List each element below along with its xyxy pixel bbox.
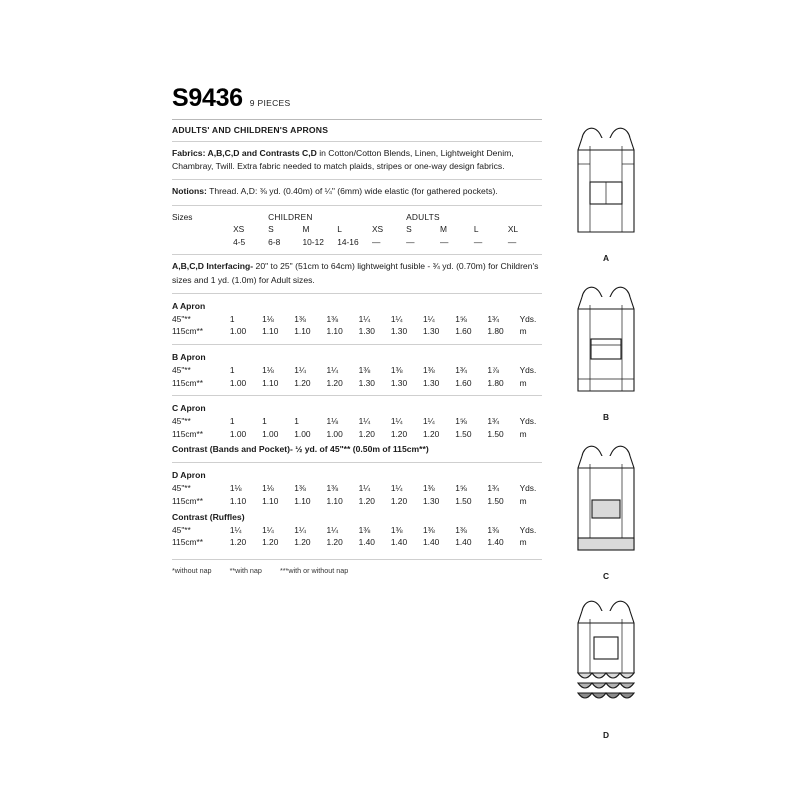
adult-measure-xs: — <box>371 236 381 247</box>
sizes-label: Sizes <box>172 211 193 222</box>
cell: 1.40 <box>390 537 408 548</box>
cell: 1⅜ <box>294 313 306 324</box>
interfacing-label: A,B,C,D Interfacing- <box>172 261 254 272</box>
unit-cell: m <box>519 326 527 337</box>
cell: 1.00 <box>229 377 247 388</box>
apron-view-d <box>554 597 658 740</box>
divider-2 <box>172 141 542 142</box>
cell: 1.30 <box>358 326 375 337</box>
cell: 1¼ <box>423 416 435 427</box>
cell: 1.20 <box>294 377 311 388</box>
cell: 1.10 <box>262 377 279 388</box>
sizes-group-row <box>172 211 542 224</box>
cell: 1.10 <box>262 326 279 337</box>
footnote-2: **with nap <box>229 565 262 575</box>
adult-size-xl: XL <box>507 224 519 235</box>
row-label: 45"** <box>172 416 191 427</box>
section-title-b: B Apron <box>172 351 206 362</box>
notions-text: Thread. A,D: ⅜ yd. (0.40m) of ¼" (6mm) wide elastic (for gathered pockets). <box>206 186 498 197</box>
cell: 1.20 <box>390 428 408 439</box>
unit-cell: m <box>519 537 527 548</box>
cell: 1.00 <box>229 428 247 439</box>
apron-view-b <box>554 279 658 422</box>
cell: 1.40 <box>423 537 440 548</box>
cell: 1⅜ <box>455 524 467 535</box>
child-measure-xs: 4-5 <box>233 236 246 247</box>
unit-cell: Yds. <box>519 364 537 375</box>
table-row <box>172 313 542 326</box>
sizes-row-label <box>172 223 233 236</box>
table-row <box>172 325 542 338</box>
contrast-note-c: Contrast (Bands and Pocket)- ½ yd. of 45"** (0.50m of 115cm**) <box>172 444 429 455</box>
cell: 1.00 <box>229 326 247 337</box>
unit-cell: m <box>519 377 527 388</box>
table-row <box>172 415 542 428</box>
pattern-number: S9436 <box>172 84 243 112</box>
interfacing-text: 20" to 25" (51cm to 64cm) lightweight fusible - ¾ yd. (0.70m) for Children's sizes and 1 yd. (1.0m) for Adult sizes. <box>172 261 539 285</box>
adult-size-xs: XS <box>371 224 384 235</box>
cell: 1.20 <box>262 537 279 548</box>
cell: 1⅛ <box>262 483 274 494</box>
footnote-1: *without nap <box>172 565 212 575</box>
cell: 1.30 <box>423 377 440 388</box>
cell: 1.30 <box>390 377 408 388</box>
cell: 1⅜ <box>294 483 306 494</box>
child-size-l: L <box>337 224 342 235</box>
cell: 1⅜ <box>326 313 339 324</box>
cell: 1.20 <box>294 537 311 548</box>
cell: 1.40 <box>487 537 504 548</box>
apron-view-a <box>554 120 658 263</box>
adult-size-l: L <box>473 224 479 235</box>
interfacing-paragraph <box>172 260 542 286</box>
child-size-xs: XS <box>233 224 245 235</box>
yardage-table-d <box>172 482 542 507</box>
section-title-c: C Apron <box>172 403 206 414</box>
cell: 1¼ <box>294 364 306 375</box>
pattern-info-column <box>172 84 542 575</box>
group-adults-label: ADULTS <box>406 211 440 222</box>
child-measure-s: 6-8 <box>268 236 281 247</box>
cell: 1¼ <box>390 313 403 324</box>
row-label: 115cm** <box>172 495 204 506</box>
cell: 1¼ <box>326 524 339 535</box>
notions-paragraph <box>172 185 542 198</box>
cell: 1⅛ <box>262 364 274 375</box>
row-label: 45"** <box>172 364 191 375</box>
cell: 1.20 <box>326 537 343 548</box>
adult-size-s: S <box>406 224 412 235</box>
cell: 1.10 <box>294 326 311 337</box>
cell: 1⅛ <box>229 483 242 494</box>
footnote-3: ***with or without nap <box>279 565 349 575</box>
unit-cell: m <box>519 428 527 439</box>
child-size-s: S <box>268 224 274 235</box>
divider-6 <box>172 293 542 294</box>
cell: 1.50 <box>487 495 504 506</box>
view-label-d: D <box>602 730 610 740</box>
cell: 1⅛ <box>262 313 274 324</box>
cell: 1.30 <box>358 377 375 388</box>
yardage-table-c <box>172 415 542 440</box>
cell: 1.10 <box>262 495 279 506</box>
table-row <box>172 524 542 537</box>
cell: 1⅝ <box>455 483 467 494</box>
yardage-table-d-contrast <box>172 524 542 549</box>
cell: 1.30 <box>390 326 408 337</box>
cell: 1.40 <box>455 537 472 548</box>
cell: 1¼ <box>262 524 274 535</box>
spacer-cell-2 <box>372 211 406 224</box>
cell: 1¼ <box>390 416 403 427</box>
cell: 1¼ <box>423 313 435 324</box>
fabrics-text: in Cotton/Cotton Blends, Linen, Lightweight Denim, Chambray, Twill. Extra fabric needed to match plaids, stripes or one-way design fabrics. <box>172 148 514 172</box>
cell: 1.10 <box>326 495 343 506</box>
row-label: 45"** <box>172 313 191 324</box>
adult-measure-m: — <box>440 236 449 247</box>
measures-row-label <box>172 236 233 249</box>
row-label: 115cm** <box>172 326 204 337</box>
sizes-table <box>172 211 542 249</box>
cell: 1.50 <box>487 428 504 439</box>
cell: 1.00 <box>326 428 343 439</box>
cell: 1.50 <box>455 495 472 506</box>
cell: 1¾ <box>487 416 500 427</box>
table-row <box>172 536 542 549</box>
measures-row <box>172 236 542 249</box>
child-measure-l: 14-16 <box>337 236 359 247</box>
row-label: 115cm** <box>172 428 204 439</box>
cell: 1¼ <box>229 524 242 535</box>
cell: 1⅜ <box>326 483 339 494</box>
cell: 1.20 <box>229 537 247 548</box>
row-label: 115cm** <box>172 537 204 548</box>
section-title-a: A Apron <box>172 300 206 311</box>
illustration-column <box>548 120 668 756</box>
cell: 1.20 <box>423 428 440 439</box>
child-size-m: M <box>302 224 310 235</box>
cell: 1⅛ <box>326 416 339 427</box>
cell: 1.60 <box>455 377 472 388</box>
row-label: 45"** <box>172 524 191 535</box>
divider-3 <box>172 179 542 180</box>
cell: 1⅜ <box>487 524 500 535</box>
cell: 1.10 <box>326 326 343 337</box>
page-title: ADULTS' AND CHILDREN'S APRONS <box>172 125 329 135</box>
cell: 1.30 <box>423 495 440 506</box>
cell: 1¼ <box>390 483 403 494</box>
view-label-b: B <box>602 412 610 422</box>
sizes-row <box>172 223 542 236</box>
adult-measure-l: — <box>473 236 483 247</box>
cell: 1.50 <box>455 428 472 439</box>
yardage-table-b <box>172 364 542 389</box>
notions-label: Notions: <box>172 186 207 197</box>
cell: 1⅜ <box>423 364 435 375</box>
unit-cell: Yds. <box>519 313 537 324</box>
table-row <box>172 377 542 390</box>
cell: 1⅝ <box>455 416 467 427</box>
cell: 1.10 <box>229 495 247 506</box>
view-label-c: C <box>602 571 610 581</box>
unit-cell: Yds. <box>519 524 537 535</box>
cell: 1 <box>229 313 235 324</box>
row-label: 115cm** <box>172 377 204 388</box>
table-row <box>172 495 542 508</box>
footnotes <box>172 566 542 575</box>
cell: 1¾ <box>487 313 500 324</box>
divider-7 <box>172 344 542 345</box>
unit-cell: m <box>519 495 527 506</box>
cell: 1⅜ <box>423 524 435 535</box>
cell: 1.10 <box>294 495 311 506</box>
cell: 1.00 <box>262 428 279 439</box>
spacer-cell <box>233 211 268 224</box>
divider-1 <box>172 119 542 120</box>
table-row <box>172 482 542 495</box>
cell: 1¼ <box>358 483 371 494</box>
cell: 1.60 <box>455 326 472 337</box>
cell: 1⅜ <box>390 364 403 375</box>
cell: 1 <box>229 364 235 375</box>
pattern-header <box>172 84 542 113</box>
cell: 1⅞ <box>487 364 500 375</box>
cell: 1⅝ <box>455 313 467 324</box>
cell: 1.30 <box>423 326 440 337</box>
cell: 1 <box>229 416 235 427</box>
view-label-a: A <box>602 253 610 263</box>
row-label: 45"** <box>172 483 191 494</box>
cell: 1⅜ <box>358 364 371 375</box>
divider-5 <box>172 254 542 255</box>
section-subtitle-d-contrast: Contrast (Ruffles) <box>172 511 245 522</box>
cell: 1.20 <box>358 495 375 506</box>
cell: 1.20 <box>326 377 343 388</box>
fabrics-label: Fabrics: A,B,C,D and Contrasts C,D <box>172 148 317 158</box>
cell: 1.20 <box>390 495 408 506</box>
cell: 1¼ <box>294 524 306 535</box>
divider-9 <box>172 462 542 463</box>
cell: 1.00 <box>294 428 311 439</box>
group-children-label: CHILDREN <box>268 211 313 222</box>
cell: 1¾ <box>487 483 500 494</box>
cell: 1.20 <box>358 428 375 439</box>
cell: 1⅜ <box>390 524 403 535</box>
table-row <box>172 364 542 377</box>
divider-4 <box>172 205 542 206</box>
adult-size-m: M <box>440 224 448 235</box>
cell: 1¼ <box>326 364 339 375</box>
cell: 1¾ <box>455 364 467 375</box>
cell: 1.40 <box>358 537 375 548</box>
yardage-table-a <box>172 313 542 338</box>
fabrics-paragraph <box>172 147 542 173</box>
unit-cell: Yds. <box>519 483 537 494</box>
cell: 1¼ <box>358 313 371 324</box>
section-title-d: D Apron <box>172 470 206 481</box>
adult-measure-xl: — <box>507 236 517 247</box>
adult-measure-s: — <box>406 236 415 247</box>
divider-10 <box>172 559 542 560</box>
cell: 1⅜ <box>423 483 435 494</box>
cell: 1¼ <box>358 416 371 427</box>
cell: 1⅜ <box>358 524 371 535</box>
table-row <box>172 428 542 441</box>
child-measure-m: 10-12 <box>302 236 324 247</box>
cell: 1.80 <box>487 326 504 337</box>
divider-8 <box>172 395 542 396</box>
unit-cell: Yds. <box>519 416 537 427</box>
cell: 1 <box>262 416 267 427</box>
cell: 1.80 <box>487 377 504 388</box>
cell: 1 <box>294 416 299 427</box>
apron-view-c <box>554 438 658 581</box>
piece-count: 9 PIECES <box>249 98 291 108</box>
